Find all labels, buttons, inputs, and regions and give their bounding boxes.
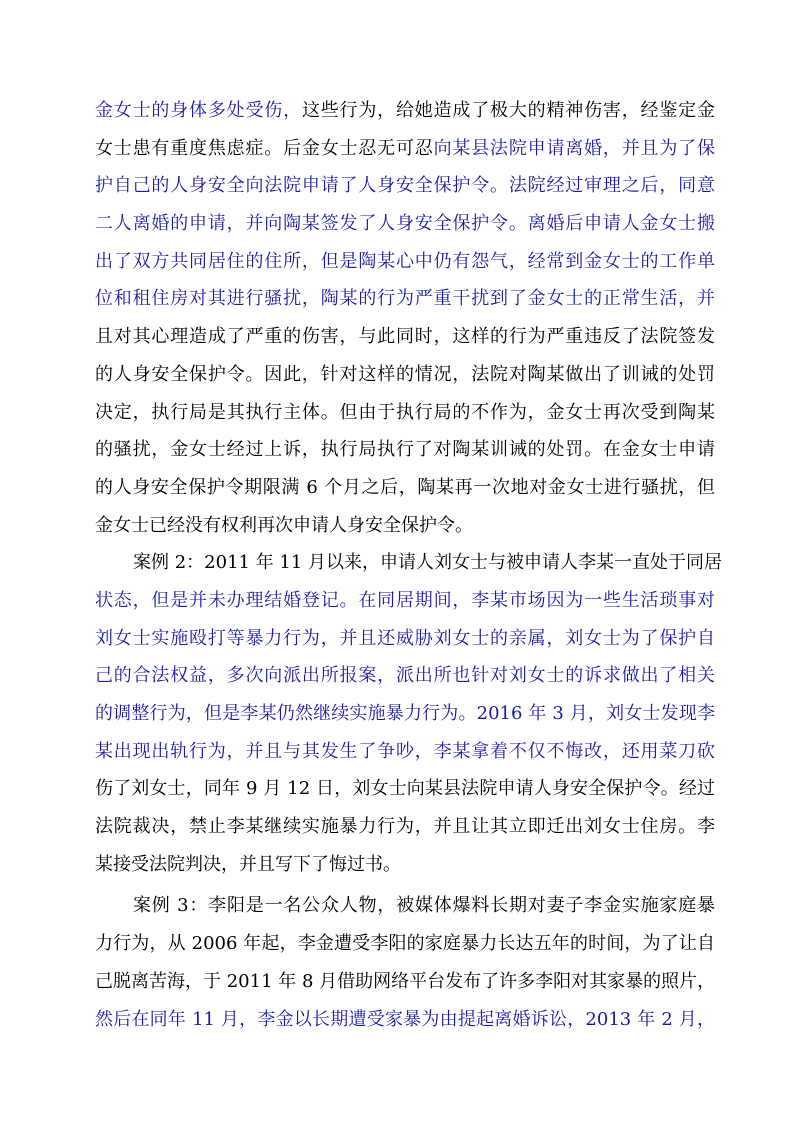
text-line: 且对其心理造成了严重的伤害，与此同时，这样的行为严重违反了法院签发 — [95, 326, 715, 348]
text-line: 护自己的人身安全向法院申请了人身安全保护令。法院经过审理之后，同意 — [95, 175, 715, 197]
text-line: 力行为，从 2006 年起，李金遭受李阳的家庭暴力长达五年的时间，为了让自 — [95, 933, 715, 955]
text-line: 的调整行为，但是李某仍然继续实施暴力行为。2016 年 3 月，刘女士发现李 — [95, 703, 715, 724]
paragraph — [95, 887, 715, 1038]
text-line: 案例 2：2011 年 11 月以来，申请人刘女士与被申请人李某一直处于同居 — [133, 552, 723, 574]
text-line: 刘女士实施殴打等暴力行为，并且还威胁刘女士的亲属，刘女士为了保护自 — [95, 627, 715, 649]
text-line: 女士患有重度焦虑症。后金女士忍无可忍向某县法院申请离婚，并且为了保 — [95, 137, 715, 159]
text-line: 二人离婚的申请，并向陶某签发了人身安全保护令。离婚后申请人金女士搬 — [95, 213, 715, 235]
text-line: 金女士的身体多处受伤，这些行为，给她造成了极大的精神伤害，经鉴定金 — [95, 100, 715, 121]
paragraph — [95, 544, 723, 883]
text-line: 金女士已经没有权利再次申请人身安全保护令。 — [95, 514, 473, 536]
paragraph — [95, 92, 715, 544]
text-line: 的人身安全保护令期限满 6 个月之后，陶某再一次地对金女士进行骚扰，但 — [95, 476, 715, 498]
document-body — [95, 92, 723, 1038]
text-line: 决定，执行局是其执行主体。但由于执行局的不作为，金女士再次受到陶某 — [95, 401, 715, 423]
text-line: 然后在同年 11 月，李金以长期遭受家暴为由提起离婚诉讼，2013 年 2 月， — [95, 1008, 715, 1030]
text-line: 案例 3：李阳是一名公众人物，被媒体爆料长期对妻子李金实施家庭暴 — [133, 895, 715, 917]
text-line: 法院裁决，禁止李某继续实施暴力行为，并且让其立即迁出刘女士住房。李 — [95, 816, 715, 838]
text-line: 出了双方共同居住的住所，但是陶某心中仍有怨气，经常到金女士的工作单 — [95, 250, 715, 272]
text-line: 己的合法权益，多次向派出所报案，派出所也针对刘女士的诉求做出了相关 — [95, 665, 715, 687]
text-line: 某接受法院判决，并且写下了悔过书。 — [95, 853, 401, 875]
text-line: 伤了刘女士，同年 9 月 12 日，刘女士向某县法院申请人身安全保护令。经过 — [95, 778, 715, 800]
text-line: 的骚扰，金女士经过上诉，执行局执行了对陶某训诫的处罚。在金女士申请 — [95, 439, 715, 461]
text-line: 某出现出轨行为，并且与其发生了争吵，李某拿着不仅不悔改，还用菜刀砍 — [95, 740, 715, 762]
text-line: 己脱离苦海，于 2011 年 8 月借助网络平台发布了许多李阳对其家暴的照片， — [95, 970, 716, 992]
text-line: 状态，但是并未办理结婚登记。在同居期间，李某市场因为一些生活琐事对 — [95, 589, 715, 611]
text-line: 位和租住房对其进行骚扰，陶某的行为严重干扰到了金女士的正常生活，并 — [95, 288, 715, 310]
text-line: 的人身安全保护令。因此，针对这样的情况，法院对陶某做出了训诫的处罚 — [95, 363, 715, 385]
